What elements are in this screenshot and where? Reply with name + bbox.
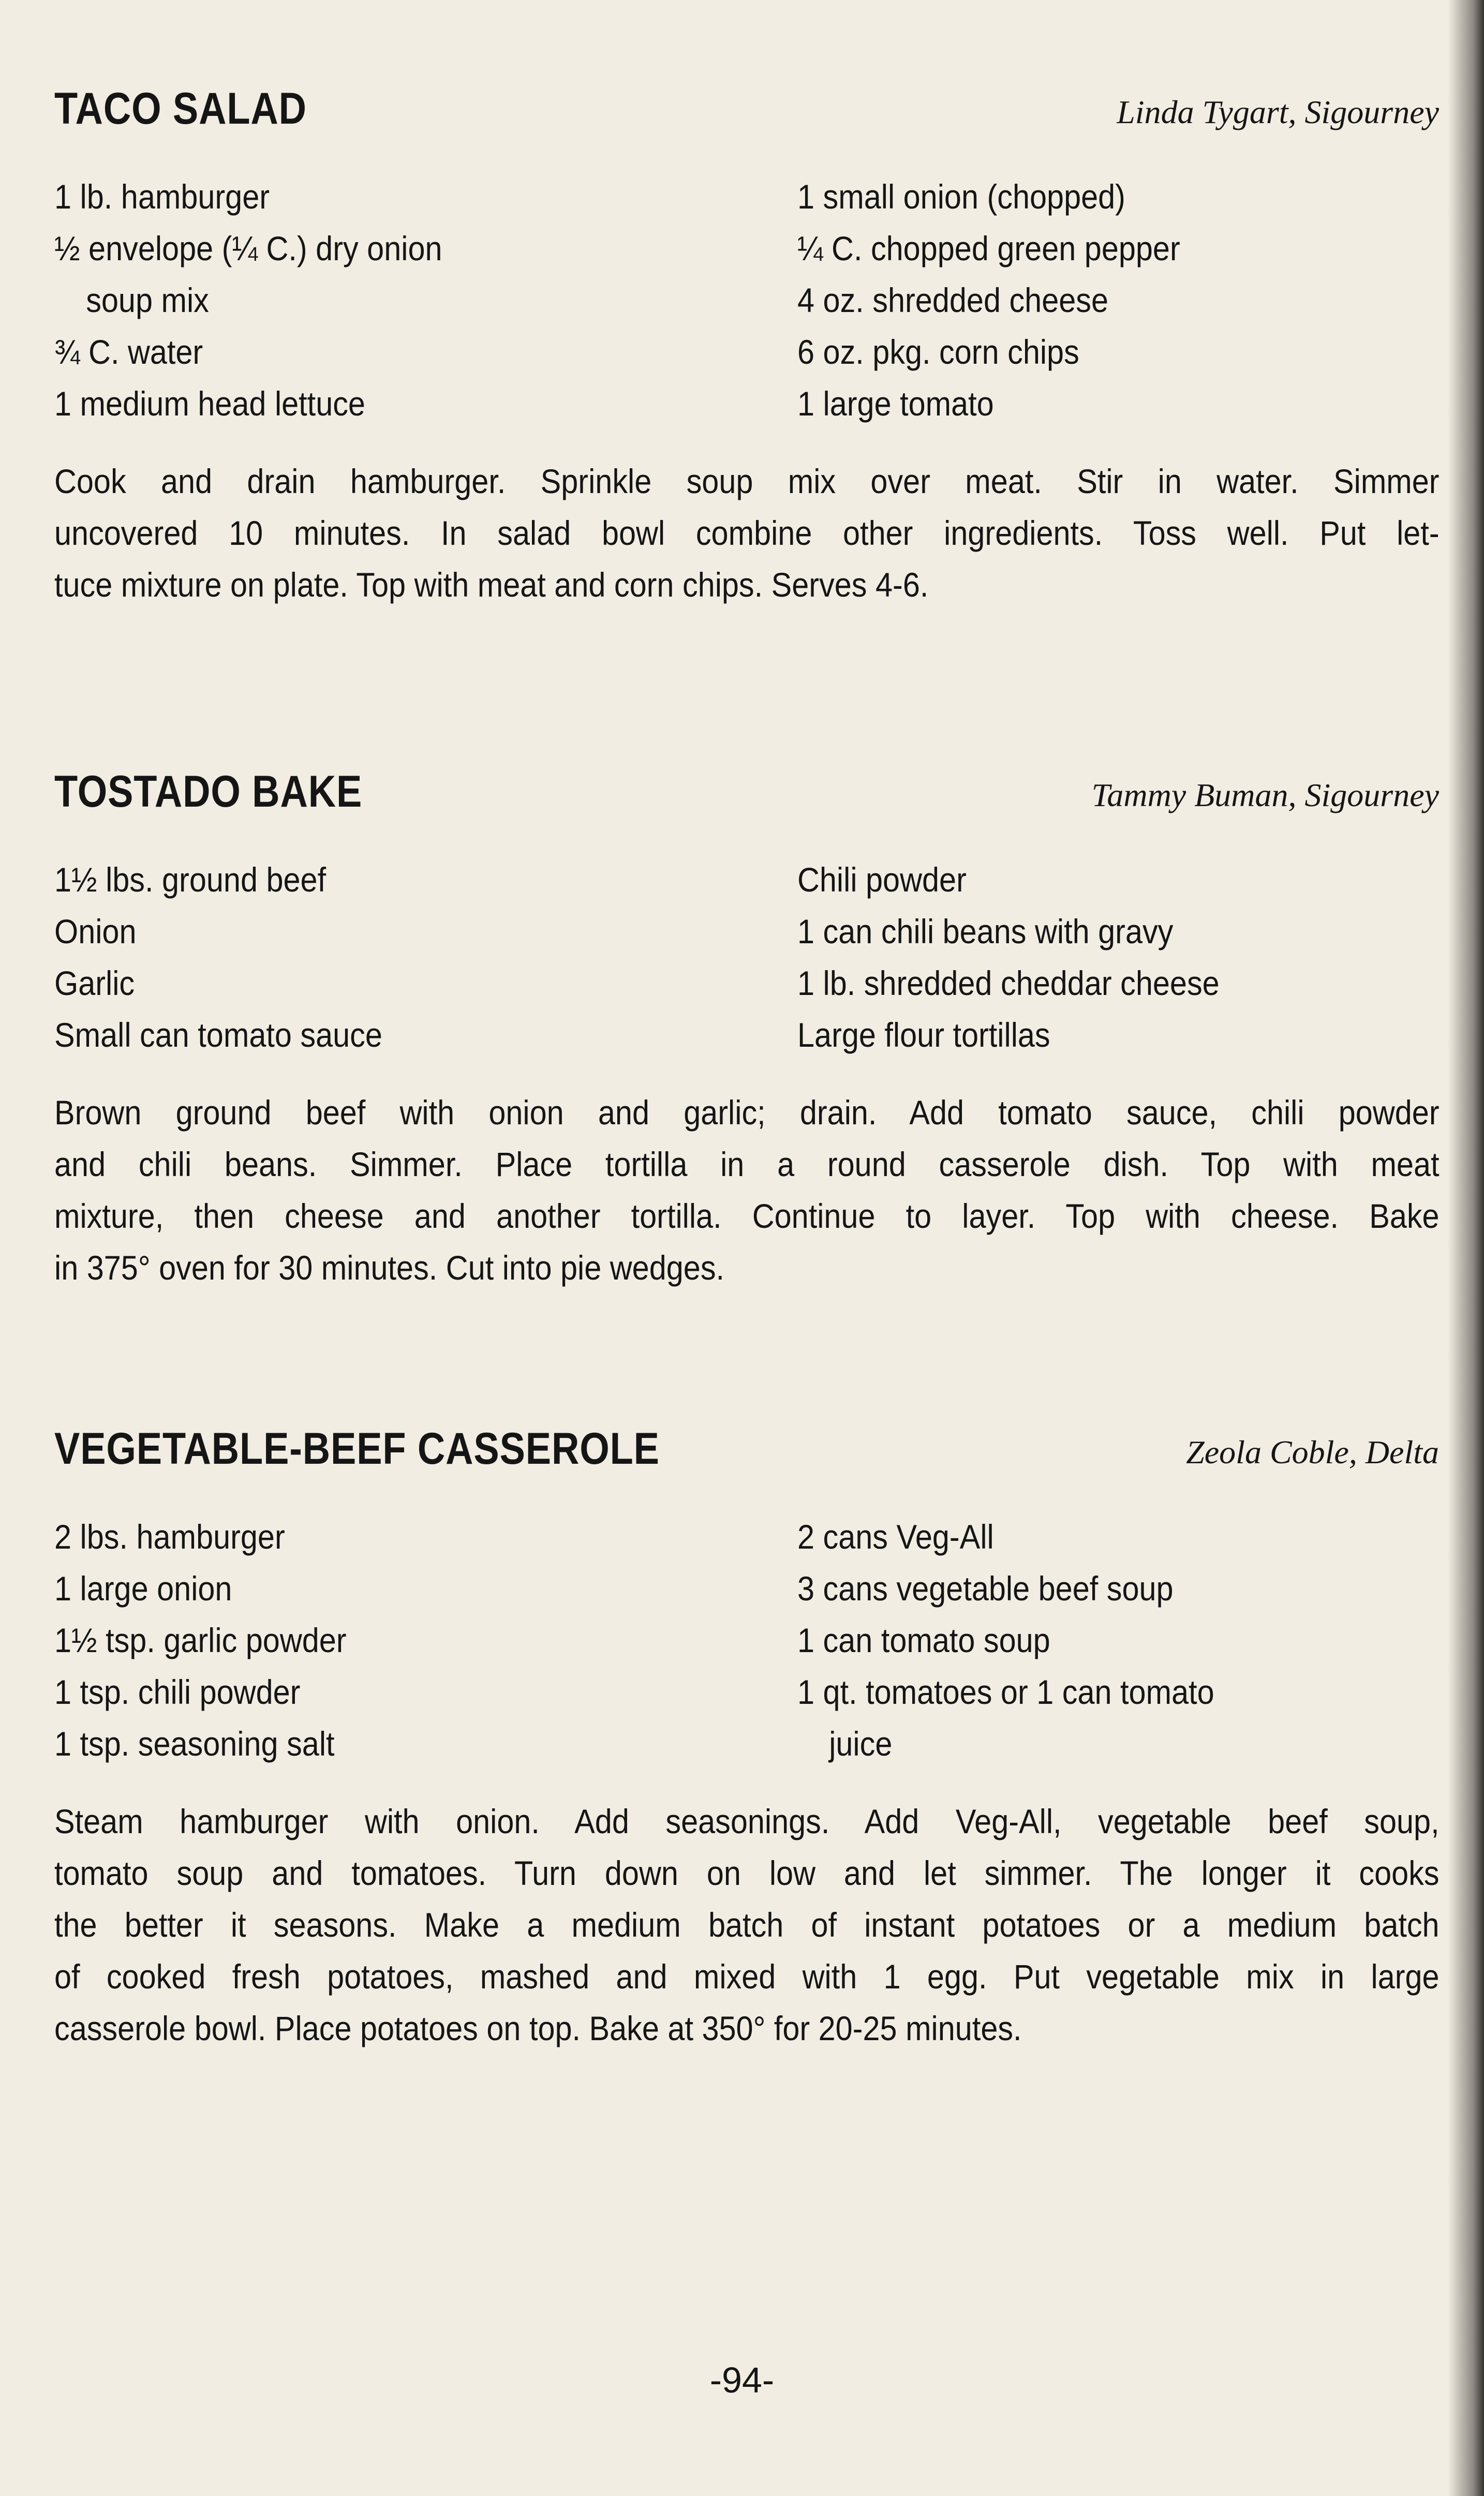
- ingredient-list: [54, 171, 1439, 440]
- ingredient-item: 1 medium head lettuce: [54, 384, 365, 423]
- ingredient-item: Chili powder: [797, 860, 967, 899]
- ingredient-column-right: [797, 1511, 1403, 1770]
- directions-line: tuce mixture on plate. Top with meat and corn chips. Serves 4-6.: [54, 566, 929, 604]
- ingredient-item: 1 qt. tomatoes or 1 can tomato: [797, 1673, 1214, 1711]
- ingredient-item: 2 cans Veg-All: [797, 1518, 994, 1556]
- ingredient-item: 4 oz. shredded cheese: [797, 281, 1109, 319]
- ingredient-item: 1 lb. hamburger: [54, 177, 270, 216]
- directions-line: uncovered 10 minutes. In salad bowl combine other ingredients. Toss well. Put let-: [54, 514, 1440, 552]
- directions-line: and chili beans. Simmer. Place tortilla in a round casserole dish. Top with meat: [54, 1145, 1440, 1183]
- ingredient-item: 1½ lbs. ground beef: [54, 860, 327, 899]
- ingredient-column-right: [797, 171, 1403, 429]
- ingredient-item: juice: [829, 1725, 893, 1763]
- ingredient-item: Onion: [54, 912, 137, 950]
- directions-line: mixture, then cheese and another tortilla. Continue to layer. Top with cheese. Bake: [54, 1197, 1440, 1235]
- ingredient-item: 1 large onion: [54, 1569, 232, 1608]
- ingredient-item: 1½ tsp. garlic powder: [54, 1621, 347, 1659]
- ingredient-column-left: [54, 171, 706, 429]
- directions-line: casserole bowl. Place potatoes on top. Bake at 350° for 20-25 minutes.: [54, 2009, 1022, 2047]
- ingredient-item: 3 cans vegetable beef soup: [797, 1569, 1174, 1608]
- recipe-title: VEGETABLE-BEEF CASSEROLE: [54, 1424, 660, 1474]
- ingredient-column-left: [54, 1511, 706, 1770]
- ingredient-item: ¼ C. chopped green pepper: [797, 229, 1180, 268]
- directions-line: tomato soup and tomatoes. Turn down on low and let simmer. The longer it cooks: [54, 1854, 1440, 1892]
- recipe-header: [54, 57, 1439, 135]
- ingredient-item: 1 lb. shredded cheddar cheese: [797, 964, 1220, 1002]
- recipe-header: [54, 740, 1439, 818]
- ingredient-item: 1 can chili beans with gravy: [797, 912, 1174, 950]
- recipe-vegetable-beef-casserole: [54, 1397, 1439, 2054]
- ingredient-item: 1 tsp. chili powder: [54, 1673, 301, 1711]
- ingredient-item: Garlic: [54, 964, 135, 1002]
- ingredient-item: 1 large tomato: [797, 384, 994, 423]
- recipe-taco-salad: [54, 57, 1439, 611]
- directions-line: Brown ground beef with onion and garlic; drain. Add tomato sauce, chili powder: [54, 1093, 1440, 1132]
- page-number: -94-: [709, 2360, 775, 2400]
- recipe-directions: [54, 1087, 1440, 1294]
- ingredient-item: soup mix: [86, 281, 209, 319]
- recipe-author: Linda Tygart, Sigourney: [1117, 94, 1439, 130]
- ingredient-list: [54, 854, 1439, 1071]
- recipe-author: Tammy Buman, Sigourney: [1091, 777, 1439, 813]
- directions-line: in 375° oven for 30 minutes. Cut into pie wedges.: [54, 1249, 725, 1287]
- recipe-directions: [54, 1795, 1440, 2054]
- recipe-header: [54, 1397, 1439, 1475]
- recipe-title: TOSTADO BAKE: [54, 767, 363, 816]
- ingredient-item: Small can tomato sauce: [54, 1016, 382, 1054]
- ingredient-item: 1 small onion (chopped): [797, 177, 1125, 216]
- directions-line: the better it seasons. Make a medium batch of instant potatoes or a medium batch: [54, 1906, 1440, 1944]
- ingredient-column-right: [797, 854, 1403, 1061]
- ingredient-item: 1 can tomato soup: [797, 1621, 1050, 1659]
- ingredient-list: [54, 1511, 1439, 1780]
- directions-line: of cooked fresh potatoes, mashed and mixed with 1 egg. Put vegetable mix in large: [54, 1957, 1440, 1996]
- ingredient-item: 1 tsp. seasoning salt: [54, 1725, 335, 1763]
- page-edge-shadow: [1448, 0, 1484, 2496]
- ingredient-item: ½ envelope (¼ C.) dry onion: [54, 229, 442, 268]
- ingredient-column-left: [54, 854, 706, 1061]
- ingredient-item: 2 lbs. hamburger: [54, 1518, 285, 1556]
- recipe-author: Zeola Coble, Delta: [1186, 1434, 1439, 1470]
- directions-line: Cook and drain hamburger. Sprinkle soup mix over meat. Stir in water. Simmer: [54, 462, 1440, 500]
- recipe-title: TACO SALAD: [54, 84, 307, 133]
- ingredient-item: ¾ C. water: [54, 333, 203, 371]
- recipe-tostado-bake: [54, 740, 1439, 1294]
- directions-line: Steam hamburger with onion. Add seasonings. Add Veg-All, vegetable beef soup,: [54, 1802, 1440, 1840]
- recipe-directions: [54, 455, 1440, 611]
- ingredient-item: Large flour tortillas: [797, 1016, 1050, 1054]
- ingredient-item: 6 oz. pkg. corn chips: [797, 333, 1079, 371]
